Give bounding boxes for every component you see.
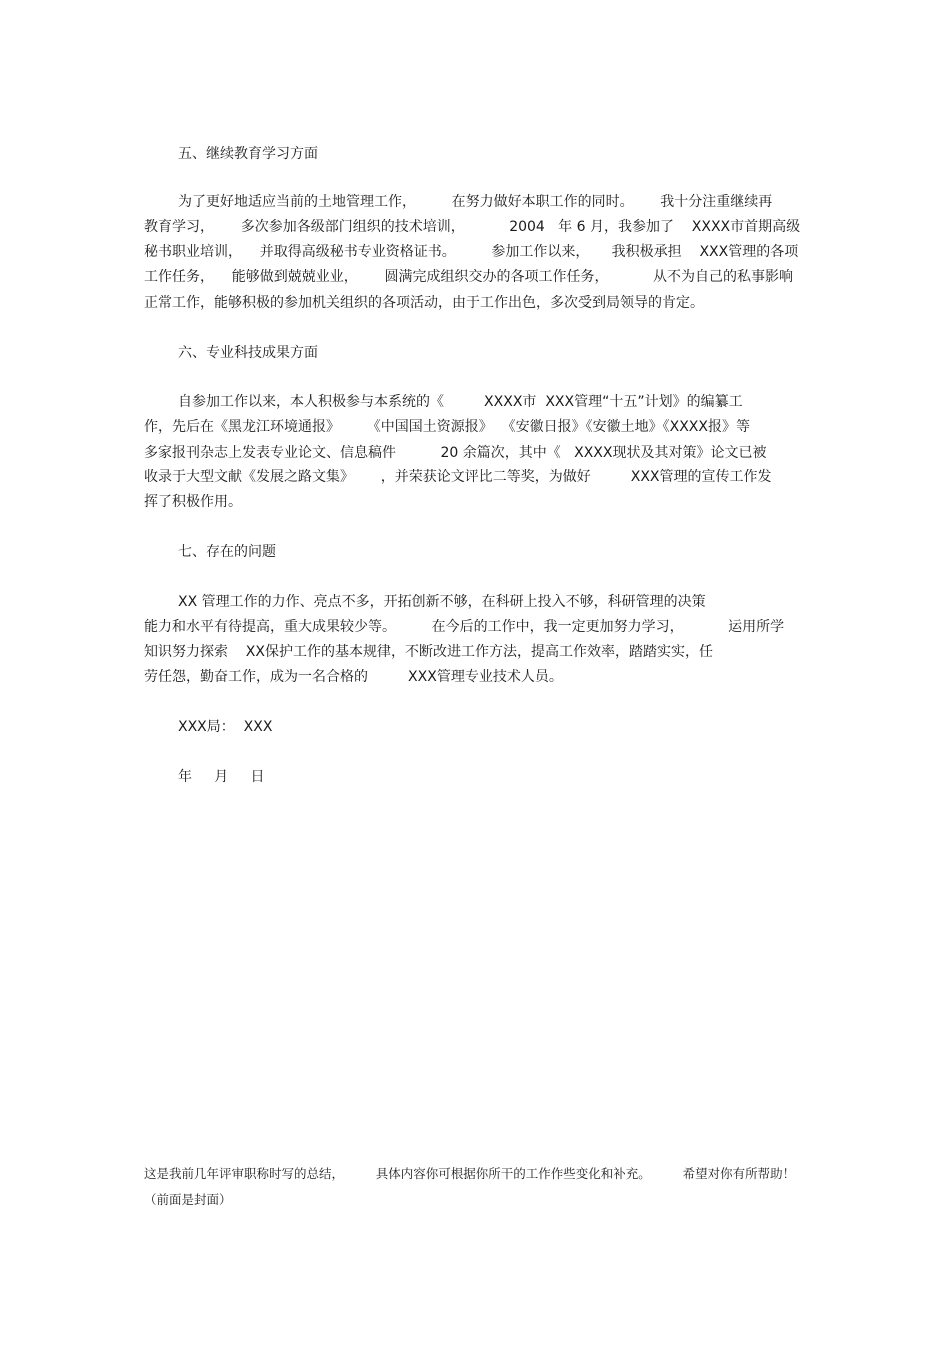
section-heading-6: 六、专业科技成果方面 (178, 345, 318, 361)
paragraph-line: 能力和水平有待提高，重大成果较少等。 在今后的工作中，我一定更加努力学习， 运用所学 (144, 619, 785, 635)
paragraph-line: 知识努力探索 XX保护工作的基本规律，不断改进工作方法，提高工作效率，踏踏实实，任 (144, 644, 713, 660)
paragraph-line: 多家报刊杂志上发表专业论文、信息稿件 20 余篇次，其中《 XXXX现状及其对策》论文已被 (144, 445, 767, 461)
signature-date: 年 月 日 (178, 769, 265, 785)
paragraph-line: 工作任务， 能够做到兢兢业业， 圆满完成组织交办的各项工作任务， 从不为自己的私事影响 (144, 269, 794, 285)
footnote-line: （前面是封面） (144, 1192, 232, 1207)
paragraph-line: 正常工作，能够积极的参加机关组织的各项活动，由于工作出色，多次受到局领导的肯定。 (144, 295, 704, 311)
paragraph-line: 挥了积极作用。 (144, 494, 242, 510)
paragraph-line: 教育学习， 多次参加各级部门组织的技术培训， 2004 年 6 月，我参加了 XXXX市首期高级 (144, 219, 801, 235)
paragraph-line: XX 管理工作的力作、亮点不多，开拓创新不够，在科研上投入不够，科研管理的决策 (178, 594, 706, 610)
signature-org: XXX局： XXX (178, 719, 273, 735)
paragraph-line: 为了更好地适应当前的土地管理工作， 在努力做好本职工作的同时。 我十分注重继续再 (178, 194, 773, 210)
paragraph-line: 劳任怨，勤奋工作，成为一名合格的 XXX管理专业技术人员。 (144, 669, 563, 685)
paragraph-line: 作，先后在《黑龙江环境通报》 《中国国土资源报》 《安徽日报》《安徽土地》《XXXX报》等 (144, 419, 750, 435)
section-heading-7: 七、存在的问题 (178, 544, 276, 560)
paragraph-line: 自参加工作以来，本人积极参与本系统的《 XXXX市 XXX管理“十五”计划》的编纂工 (178, 394, 743, 410)
paragraph-line: 秘书职业培训， 并取得高级秘书专业资格证书。 参加工作以来， 我积极承担 XXX管理的各项 (144, 244, 799, 260)
paragraph-line: 收录于大型文献《发展之路文集》 ，并荣获论文评比二等奖，为做好 XXX管理的宣传工作发 (144, 469, 772, 485)
footnote-line: 这是我前几年评审职称时写的总结， 具体内容你可根据你所干的工作作些变化和补充。 希望对你有所帮助！ (144, 1166, 796, 1181)
section-heading-5: 五、继续教育学习方面 (178, 146, 318, 162)
